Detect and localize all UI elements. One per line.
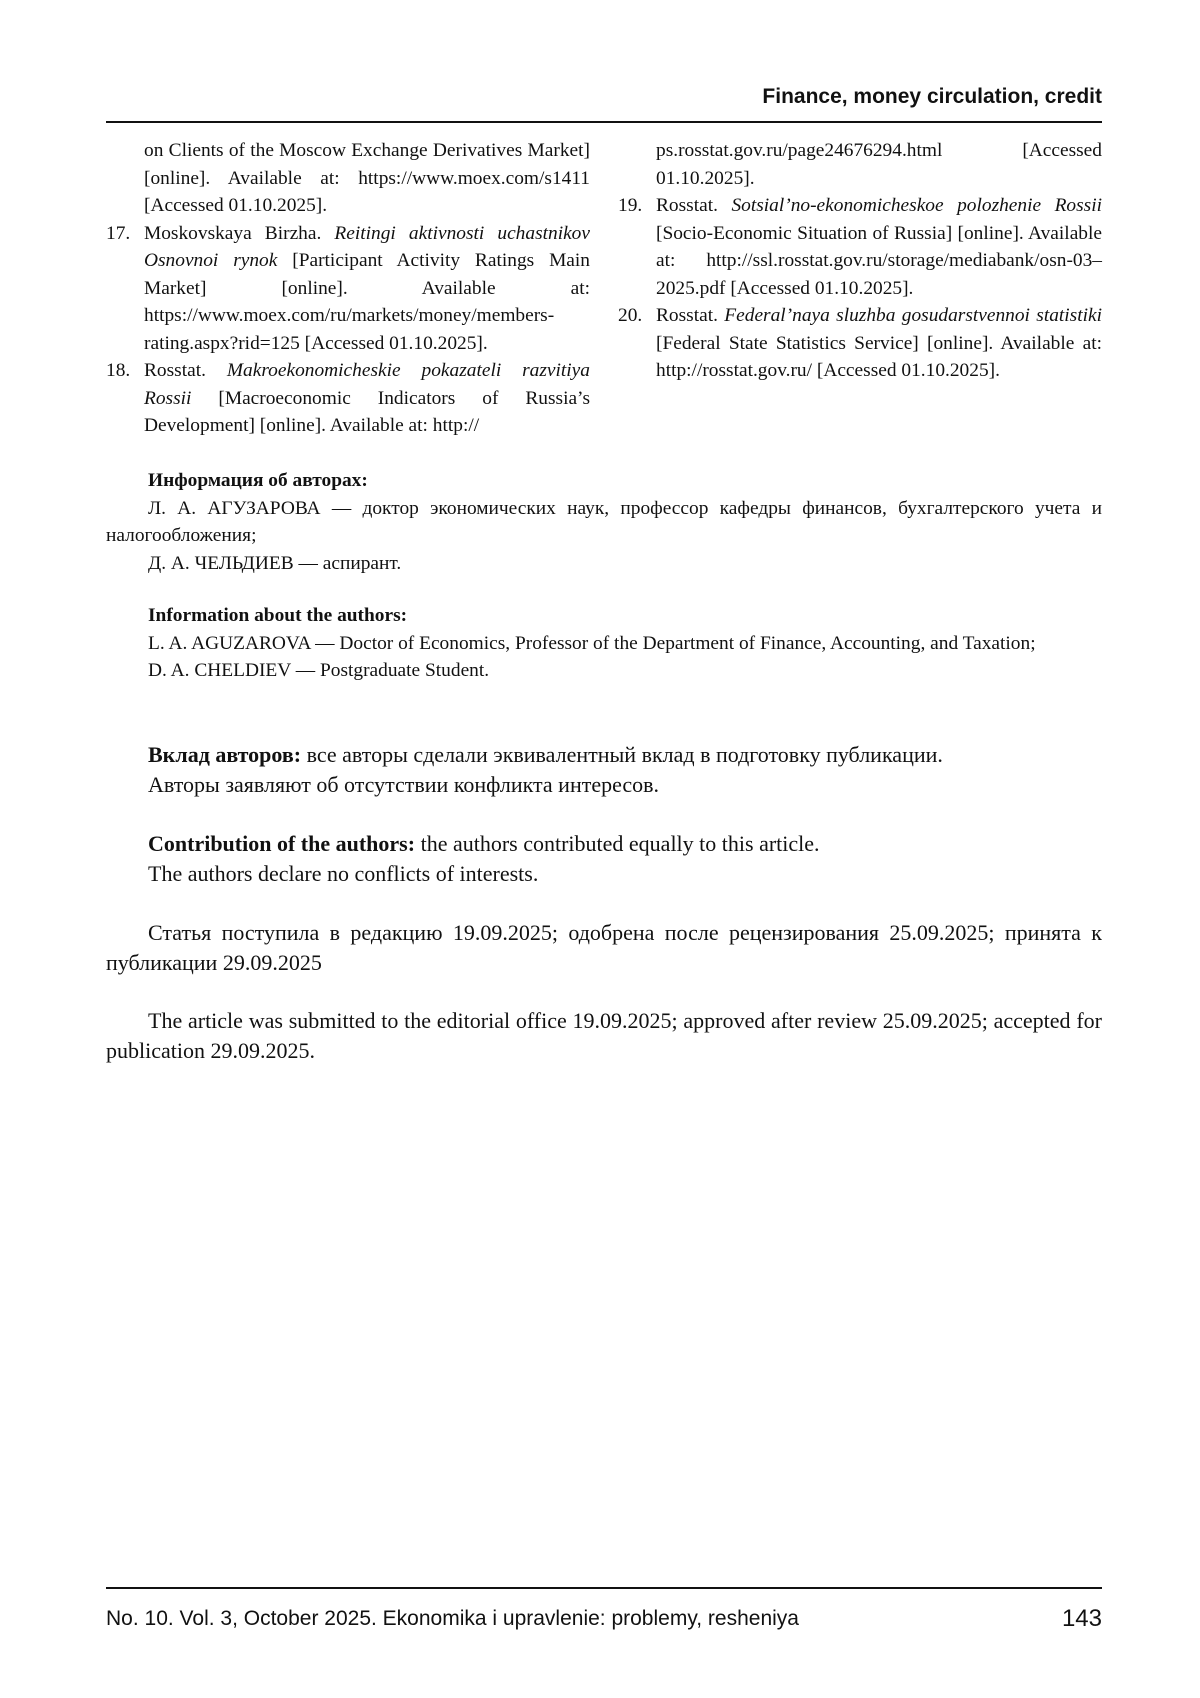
reference-author: Rosstat. bbox=[656, 305, 725, 326]
contribution-label-ru: Вклад авторов: bbox=[148, 742, 302, 767]
reference-continuation bbox=[106, 137, 590, 220]
contribution-text-en: the authors contributed equally to this article. bbox=[415, 831, 820, 856]
authors-heading-en: Information about the authors: bbox=[148, 605, 408, 626]
reference-item bbox=[106, 357, 590, 440]
journal-citation: No. 10. Vol. 3, October 2025. Ekonomika i upravlenie: problemy, resheniya bbox=[106, 1607, 799, 1630]
reference-number: 18. bbox=[106, 360, 131, 381]
running-title: Finance, money circulation, credit bbox=[762, 85, 1102, 108]
reference-number: 20. bbox=[618, 305, 643, 326]
article-history-en bbox=[106, 1006, 1102, 1066]
page-number: 143 bbox=[1061, 1605, 1102, 1632]
authors-heading-ru: Информация об авторах: bbox=[148, 470, 368, 491]
reference-title: Federal’naya sluzhba gosudarstvennoi statistiki bbox=[724, 305, 1102, 326]
reference-author: Moskovskaya Birzha. bbox=[144, 222, 335, 244]
contribution-text-ru: все авторы сделали эквивалентный вклад в подготовку публикации. bbox=[301, 742, 943, 767]
references-right-column bbox=[618, 137, 1102, 385]
authors-info-en bbox=[106, 602, 1102, 685]
reference-text bbox=[656, 192, 1102, 302]
history-text-en: The article was submitted to the editorial office 19.09.2025; approved after review 25.09.2025; accepted for publication 29.09.2025. bbox=[106, 1008, 1102, 1063]
author-entry: Л. А. АГУЗАРОВА — доктор экономических наук, профессор кафедры финансов, бухгалтерского учета и налогообложения; bbox=[106, 497, 1102, 546]
reference-details: [Macroeconomic Indicators of Russia’s Development] [online]. Available at: http:// bbox=[144, 387, 590, 436]
article-history-ru bbox=[106, 918, 1102, 978]
history-text-ru: Статья поступила в редакцию 19.09.2025; одобрена после рецензирования 25.09.2025; принята к публикации 29.09.2025 bbox=[106, 920, 1102, 975]
reference-text: on Clients of the Moscow Exchange Derivatives Market] [online]. Available at: https://www.moex.com/s1411 [Accessed 01.10.2025]. bbox=[144, 140, 590, 216]
reference-details: [Federal State Statistics Service] [online]. Available at: http://rosstat.gov.ru/ [Accessed 01.10.2025]. bbox=[656, 332, 1102, 381]
author-entry: D. A. CHELDIEV — Postgraduate Student. bbox=[148, 660, 490, 681]
contribution-en bbox=[106, 829, 1102, 889]
reference-title: Sotsial’no-ekonomicheskoe polozhenie Rossii bbox=[731, 195, 1102, 216]
authors-info-ru bbox=[106, 467, 1102, 577]
reference-title: Makroekonomicheskie pokazateli razvitiya Rossii bbox=[144, 360, 590, 409]
reference-continuation bbox=[618, 137, 1102, 192]
reference-title: Reitingi aktivnosti uchastnikov Osnovnoi rynok bbox=[144, 222, 590, 271]
header-rule bbox=[106, 121, 1102, 123]
reference-details: [Participant Activity Ratings Main Market] [online]. Available at: https://www.moex.com/ru/markets/money/members-rating.aspx?rid=125 [Accessed 01.10.2025]. bbox=[144, 250, 590, 354]
reference-text bbox=[144, 220, 590, 358]
page-footer bbox=[106, 1605, 1102, 1633]
reference-text bbox=[144, 357, 590, 440]
contribution-ru bbox=[106, 740, 1102, 800]
reference-author: Rosstat. bbox=[144, 360, 227, 381]
reference-text: ps.rosstat.gov.ru/page24676294.html [Accessed 01.10.2025]. bbox=[656, 140, 1102, 189]
author-entry: L. A. AGUZAROVA — Doctor of Economics, Professor of the Department of Finance, Accounting, and Taxation; bbox=[148, 632, 1036, 654]
reference-number: 17. bbox=[106, 222, 131, 244]
reference-author: Rosstat. bbox=[656, 195, 732, 216]
author-entry: Д. А. ЧЕЛЬДИЕВ — аспирант. bbox=[148, 552, 402, 574]
reference-item bbox=[618, 192, 1102, 302]
reference-text bbox=[656, 302, 1102, 385]
reference-number: 19. bbox=[618, 195, 643, 216]
reference-details: [Socio-Economic Situation of Russia] [online]. Available at: http://ssl.rosstat.gov.ru/storage/mediabank/osn-03–2025.pdf [Accessed 01.10.2025]. bbox=[656, 222, 1102, 299]
references-left-column bbox=[106, 137, 590, 440]
conflict-statement-ru: Авторы заявляют об отсутствии конфликта интересов. bbox=[148, 772, 660, 797]
footer-rule bbox=[106, 1587, 1102, 1589]
reference-item bbox=[106, 220, 590, 358]
contribution-label-en: Contribution of the authors: bbox=[148, 831, 416, 856]
reference-item bbox=[618, 302, 1102, 385]
conflict-statement-en: The authors declare no conflicts of interests. bbox=[148, 861, 539, 886]
